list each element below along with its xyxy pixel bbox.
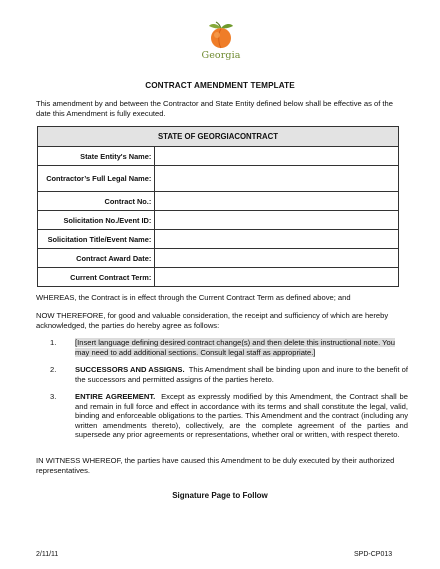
- contract-number-field[interactable]: [155, 192, 399, 211]
- field-label: State Entity's Name:: [38, 147, 155, 166]
- table-row: [38, 268, 399, 287]
- contract-term-field[interactable]: [155, 268, 399, 287]
- field-label: Solicitation No./Event ID:: [38, 211, 155, 230]
- document-title: CONTRACT AMENDMENT TEMPLATE: [145, 81, 295, 90]
- table-row: [38, 166, 399, 192]
- table-row: [38, 192, 399, 211]
- contractor-name-field[interactable]: [155, 166, 399, 192]
- footer-date: 2/11/11: [36, 551, 59, 558]
- item-text: Except as expressly modified by this Amendment, the Contract shall be and remain in full force and effect in accordance with its terms and shall constitute the legal, valid, binding and enforceable obligations to the parties. This Amendment and the contract (including any written amendments thereto), collectively, are the complete agreement of the parties and supersede any prior agreements or representations, whether oral or written, with respect thereto.: [75, 392, 408, 440]
- field-label: Contract Award Date:: [38, 249, 155, 268]
- now-therefore-paragraph: NOW THEREFORE, for good and valuable consideration, the receipt and sufficiency of which are hereby acknowledged, the parties do hereby agree as follows:: [36, 311, 389, 330]
- instructional-note[interactable]: [Insert language defining desired contract change(s) and then delete this instructional note. You may need to add additional sections. Consult legal staff as appropriate.]: [75, 338, 395, 357]
- table-header: STATE OF GEORGIACONTRACT: [38, 127, 399, 147]
- field-label: Contractor’s Full Legal Name:: [38, 166, 155, 192]
- logo-text: Georgia: [201, 50, 241, 61]
- table-header-row: [38, 127, 399, 147]
- award-date-field[interactable]: [155, 249, 399, 268]
- peach-icon: [196, 20, 246, 50]
- table-row: [38, 211, 399, 230]
- witness-paragraph: IN WITNESS WHEREOF, the parties have caused this Amendment to be duly executed by their authorized representatives.: [36, 456, 395, 475]
- state-entity-name-field[interactable]: [155, 147, 399, 166]
- contract-info-table: [37, 126, 399, 287]
- item-number: 1.: [50, 338, 57, 347]
- field-label: Contract No.:: [38, 192, 155, 211]
- whereas-paragraph: WHEREAS, the Contract is in effect through the Current Contract Term as defined above; and: [36, 293, 351, 302]
- item-body: [75, 338, 408, 357]
- table-row: [38, 230, 399, 249]
- item-number: 3.: [50, 392, 57, 401]
- solicitation-title-field[interactable]: [155, 230, 399, 249]
- intro-paragraph: This amendment by and between the Contractor and State Entity defined below shall be effective as of the date this Amendment is fully executed.: [36, 99, 393, 119]
- item-number: 2.: [50, 365, 57, 374]
- item-text: This Amendment shall be binding upon and inure to the benefit of the successors and permitted assigns of the parties hereto.: [75, 365, 408, 384]
- item-heading: ENTIRE AGREEMENT.: [75, 392, 156, 401]
- table-row: [38, 249, 399, 268]
- signature-note: Signature Page to Follow: [172, 491, 268, 500]
- footer-code: SPD-CP013: [354, 551, 393, 558]
- table-row: [38, 147, 399, 166]
- field-label: Current Contract Term:: [38, 268, 155, 287]
- solicitation-number-field[interactable]: [155, 211, 399, 230]
- item-body: [75, 392, 408, 440]
- item-body: [75, 365, 408, 384]
- item-heading: SUCCESSORS AND ASSIGNS.: [75, 365, 185, 374]
- georgia-logo: [196, 20, 246, 64]
- field-label: Solicitation Title/Event Name:: [38, 230, 155, 249]
